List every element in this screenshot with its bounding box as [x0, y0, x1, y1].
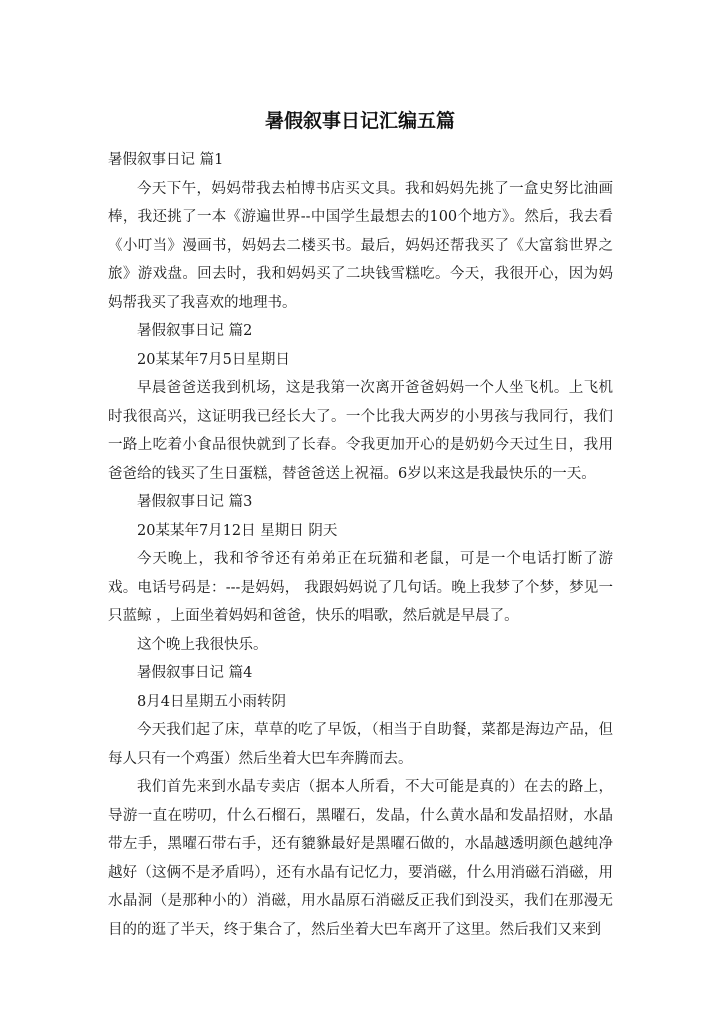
paragraph: 暑假叙事日记 篇2 [137, 323, 253, 339]
paragraph: 今天下午，妈妈带我去柏博书店买文具。我和妈妈先挑了一盒史努比油画棒，我还挑了一本《游遍世界--中国学生最想去的100个地方》。然后，我去看《小叮当》漫画书，妈妈去二楼买书。最后，妈妈还帮我买了《大富翁世界之旅》游戏盘。回去时，我和妈妈买了二块钱雪糕吃。今天，我很开心，因为妈妈帮我买了我喜欢的地理书。 [108, 180, 613, 311]
document-title: 暑假叙事日记汇编五篇 [264, 110, 455, 132]
paragraph: 暑假叙事日记 篇1 [108, 152, 224, 168]
paragraph: 我们首先来到水晶专卖店（据本人所看，不大可能是真的）在去的路上，导游一直在唠叨，什么石榴石，黑曜石，发晶，什么黄水晶和发晶招财，水晶带左手，黑曜石带右手，还有貔貅最好是黑曜石做的，水晶越透明颜色越纯净越好（这俩不是矛盾吗），还有水晶有记忆力，要消磁，什么用消磁石消磁，用水晶洞（是那种小的）消磁，用水晶原石消磁反正我们到没买，我们在那漫无目的的逛了半天，终于集合了，然后坐着大巴车离开了这里。然后我们又来到 [108, 779, 613, 938]
paragraph: 早晨爸爸送我到机场，这是我第一次离开爸爸妈妈一个人坐飞机。上飞机时我很高兴，这证明我已经长大了。一个比我大两岁的小男孩与我同行，我们一路上吃着小食品很快就到了长春。令我更加开心的是奶奶今天过生日，我用爸爸给的钱买了生日蛋糕，替爸爸送上祝福。6岁以来这是我最快乐的一天。 [108, 380, 613, 482]
paragraph: 暑假叙事日记 篇3 [137, 494, 253, 510]
document-body [108, 146, 613, 944]
paragraph: 8月4日星期五小雨转阴 [137, 693, 286, 710]
paragraph: 这个晚上我很快乐。 [137, 636, 268, 653]
paragraph: 今天晚上，我和爷爷还有弟弟正在玩猫和老鼠，可是一个电话打断了游戏。电话号码是：---是妈妈， 我跟妈妈说了几句话。晚上我梦了个梦，梦见一只蓝鲸 ，上面坐着妈妈和爸爸，快乐的唱歌，然后就是早晨了。 [108, 551, 613, 624]
paragraph: 20某某年7月5日星期日 [137, 351, 290, 368]
paragraph: 20某某年7月12日 星期日 阴天 [137, 522, 338, 539]
paragraph: 今天我们起了床，草草的吃了早饭，（相当于自助餐，菜都是海边产品，但每人只有一个鸡蛋）然后坐着大巴车奔腾而去。 [108, 722, 613, 767]
paragraph: 暑假叙事日记 篇4 [137, 665, 253, 681]
